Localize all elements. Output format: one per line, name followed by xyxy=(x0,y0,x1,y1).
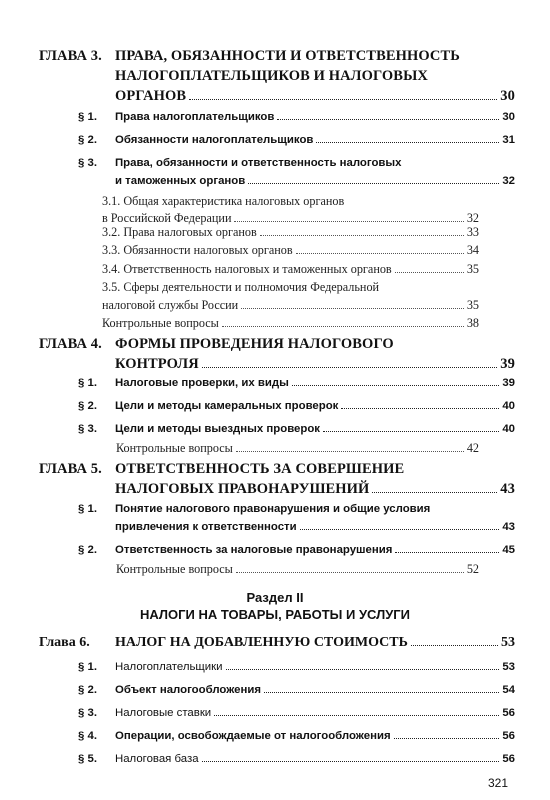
section-title-line: Права, обязанности и ответственность налоговых xyxy=(115,157,402,169)
chapter-label: ГЛАВА 4. xyxy=(39,336,102,352)
chapter-title-leader xyxy=(115,635,515,651)
section-number: § 1. xyxy=(78,503,97,515)
section-entry xyxy=(115,377,515,390)
dot-leader xyxy=(248,183,499,184)
chapter-title-line: ОТВЕТСТВЕННОСТЬ ЗА СОВЕРШЕНИЕ xyxy=(115,461,405,477)
section-title: Налоговая база xyxy=(115,753,199,765)
subsection-title: 3.3. Обязанности налоговых органов xyxy=(102,243,293,257)
section-entry xyxy=(115,753,515,766)
dot-leader xyxy=(300,529,500,530)
chapter-title-line: ФОРМЫ ПРОВЕДЕНИЯ НАЛОГОВОГО xyxy=(115,336,394,352)
dot-leader xyxy=(260,235,464,236)
page-ref: 43 xyxy=(502,521,515,533)
page-ref: 56 xyxy=(502,707,515,719)
chapter-label: ГЛАВА 3. xyxy=(39,48,102,64)
page-number: 321 xyxy=(487,776,508,790)
chapter-title-leader xyxy=(115,481,515,498)
dot-leader xyxy=(202,761,500,762)
dot-leader xyxy=(372,492,497,493)
section-entry xyxy=(115,521,515,534)
dot-leader xyxy=(394,738,500,739)
dot-leader xyxy=(222,326,464,327)
chapter-title-last: НАЛОГОВЫХ ПРАВОНАРУШЕНИЙ xyxy=(115,481,370,497)
page-ref: 38 xyxy=(466,316,479,330)
control-questions xyxy=(102,316,479,331)
dot-leader xyxy=(411,645,498,646)
section-entry xyxy=(115,134,515,147)
section-title: Цели и методы камеральных проверок xyxy=(115,400,339,412)
section-entry xyxy=(115,684,515,697)
section-row xyxy=(78,423,515,439)
dot-leader xyxy=(189,99,497,100)
section-row xyxy=(78,753,515,769)
section-entry xyxy=(115,175,515,188)
dot-leader xyxy=(341,408,499,409)
section-number: § 3. xyxy=(78,423,97,435)
dot-leader xyxy=(323,431,499,432)
section-entry xyxy=(115,423,515,436)
section-number: § 3. xyxy=(78,157,97,169)
dot-leader xyxy=(236,572,464,573)
dot-leader xyxy=(236,451,464,452)
section-title: Налоговые проверки, их виды xyxy=(115,377,289,389)
section-entry xyxy=(115,544,515,557)
chapter-title-line: НАЛОГОПЛАТЕЛЬЩИКОВ И НАЛОГОВЫХ xyxy=(115,68,428,84)
section-entry xyxy=(115,730,515,743)
subsection-entry xyxy=(102,262,479,277)
subsection-title: 3.4. Ответственность налоговых и таможенных органов xyxy=(102,262,392,276)
section-number: § 1. xyxy=(78,111,97,123)
page-ref: 52 xyxy=(466,562,479,576)
chapter-title: НАЛОГ НА ДОБАВЛЕННУЮ СТОИМОСТЬ xyxy=(115,635,408,650)
subsection-title: налоговой службы России xyxy=(102,298,239,312)
chapter-title-last: КОНТРОЛЯ xyxy=(115,356,199,372)
section-title: Налогоплательщики xyxy=(115,661,223,673)
section-number: § 2. xyxy=(78,544,97,556)
part-title: НАЛОГИ НА ТОВАРЫ, РАБОТЫ И УСЛУГИ xyxy=(139,607,411,622)
section-number: § 2. xyxy=(78,400,97,412)
section-row xyxy=(78,111,515,127)
page-ref: 31 xyxy=(502,134,515,146)
dot-leader xyxy=(296,253,464,254)
subsection-entry xyxy=(102,243,479,258)
control-questions xyxy=(116,441,479,456)
section-row xyxy=(78,503,515,539)
page-ref: 45 xyxy=(502,544,515,556)
section-row xyxy=(78,684,515,700)
section-number: § 1. xyxy=(78,377,97,389)
page-ref: 56 xyxy=(502,730,515,742)
page-ref: 30 xyxy=(500,88,515,104)
page-ref: 32 xyxy=(502,175,515,187)
dot-leader xyxy=(241,308,464,309)
section-row xyxy=(78,134,515,150)
page-ref: 32 xyxy=(466,211,479,225)
section-entry xyxy=(115,111,515,124)
dot-leader xyxy=(214,715,499,716)
section-number: § 3. xyxy=(78,707,97,719)
page-ref: 53 xyxy=(501,635,515,650)
subsection-title: Контрольные вопросы xyxy=(102,316,219,330)
section-row xyxy=(78,400,515,416)
section-title: Цели и методы выездных проверок xyxy=(115,423,320,435)
dot-leader xyxy=(226,669,500,670)
page-ref: 33 xyxy=(466,225,479,239)
page-ref: 35 xyxy=(466,298,479,312)
chapter-label: Глава 6. xyxy=(39,635,90,650)
page-ref: 39 xyxy=(500,356,515,372)
section-row xyxy=(78,544,515,560)
subsection-title: 3.2. Права налоговых органов xyxy=(102,225,257,239)
dot-leader xyxy=(395,272,464,273)
part-label: Раздел II xyxy=(246,590,304,605)
section-title: привлечения к ответственности xyxy=(115,521,297,533)
page-ref: 35 xyxy=(466,262,479,276)
chapter-title-last: ОРГАНОВ xyxy=(115,88,187,104)
dot-leader xyxy=(292,385,500,386)
section-entry xyxy=(115,400,515,413)
dot-leader xyxy=(202,367,498,368)
section-row xyxy=(78,377,515,393)
page-ref: 39 xyxy=(502,377,515,389)
section-title: Ответственность за налоговые правонарушения xyxy=(115,544,393,556)
chapter-title-leader xyxy=(115,88,515,105)
subsection-title-line: 3.1. Общая характеристика налоговых органов xyxy=(102,194,345,208)
section-title: Объект налогообложения xyxy=(115,684,262,696)
section-number: § 2. xyxy=(78,134,97,146)
subsection-entry xyxy=(102,211,479,226)
page-ref: 30 xyxy=(502,111,515,123)
section-title: Операции, освобождаемые от налогообложения xyxy=(115,730,391,742)
section-title: Налоговые ставки xyxy=(115,707,212,719)
subsection-title: Контрольные вопросы xyxy=(116,562,233,576)
subsection-entry xyxy=(102,298,479,313)
page-ref: 53 xyxy=(502,661,515,673)
subsection-row xyxy=(102,280,479,316)
subsection-title: в Российской Федерации xyxy=(102,211,232,225)
chapter-label: ГЛАВА 5. xyxy=(39,461,102,477)
section-row xyxy=(78,730,515,746)
dot-leader xyxy=(234,221,463,222)
page-ref: 56 xyxy=(502,753,515,765)
section-row xyxy=(78,157,515,193)
dot-leader xyxy=(277,119,499,120)
subsection-entry xyxy=(102,225,479,240)
subsection-title: Контрольные вопросы xyxy=(116,441,233,455)
page-ref: 54 xyxy=(502,684,515,696)
chapter-6 xyxy=(0,635,550,653)
subsection-title-line: 3.5. Сферы деятельности и полномочия Федеральной xyxy=(102,280,380,294)
control-questions xyxy=(116,562,479,577)
dot-leader xyxy=(395,552,499,553)
page-ref: 43 xyxy=(500,481,515,497)
chapter-title-leader xyxy=(115,356,515,373)
section-title: Обязанности налогоплательщиков xyxy=(115,134,314,146)
page-ref: 40 xyxy=(502,423,515,435)
dot-leader xyxy=(264,692,499,693)
section-title: и таможенных органов xyxy=(115,175,246,187)
section-number: § 2. xyxy=(78,684,97,696)
section-number: § 4. xyxy=(78,730,97,742)
dot-leader xyxy=(316,142,499,143)
section-number: § 1. xyxy=(78,661,97,673)
section-row xyxy=(78,661,515,677)
section-entry xyxy=(115,707,515,720)
page-ref: 42 xyxy=(466,441,479,455)
section-number: § 5. xyxy=(78,753,97,765)
chapter-title-line: ПРАВА, ОБЯЗАННОСТИ И ОТВЕТСТВЕННОСТЬ xyxy=(115,48,460,64)
section-row xyxy=(78,707,515,723)
section-title: Права налогоплательщиков xyxy=(115,111,275,123)
section-entry xyxy=(115,661,515,674)
page-ref: 40 xyxy=(502,400,515,412)
section-title-line: Понятие налогового правонарушения и общие условия xyxy=(115,503,431,515)
page-ref: 34 xyxy=(466,243,479,257)
